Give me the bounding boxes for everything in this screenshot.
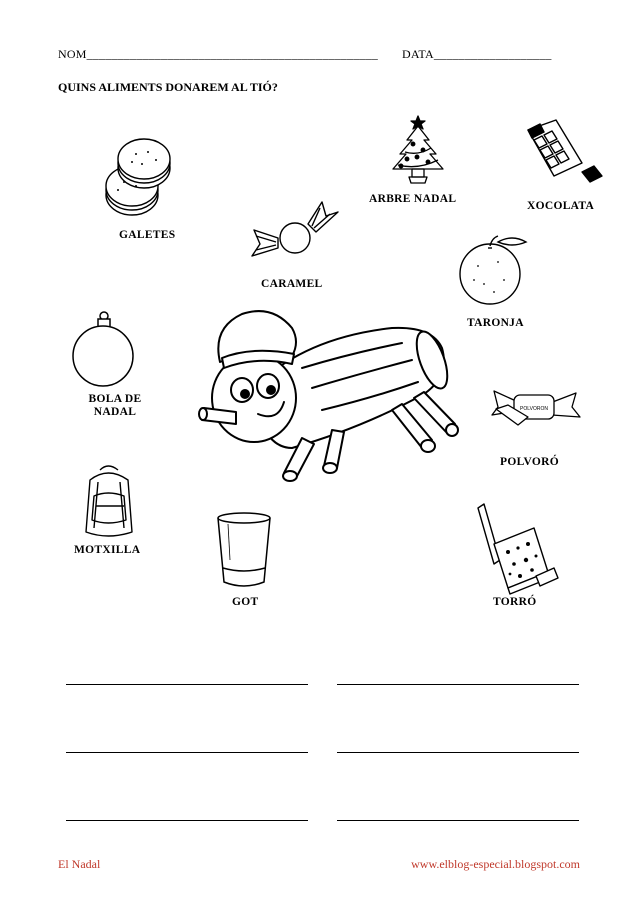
polvoron-icon bbox=[488, 385, 583, 435]
footer-link[interactable]: www.elblog-especial.blogspot.com bbox=[411, 857, 580, 871]
date-field[interactable]: DATA___________________ bbox=[402, 47, 552, 61]
worksheet-question: QUINS ALIMENTS DONAREM AL TIÓ? bbox=[58, 80, 278, 94]
answer-line[interactable] bbox=[66, 684, 308, 685]
label-motxilla: MOTXILLA bbox=[74, 544, 141, 556]
turron-icon bbox=[474, 504, 564, 592]
christmas-ball-icon bbox=[70, 308, 140, 388]
answer-line[interactable] bbox=[66, 820, 308, 821]
label-got: GOT bbox=[232, 596, 259, 608]
label-bola-de-nadal: BOLA DE NADAL bbox=[88, 393, 142, 418]
christmas-tree-icon bbox=[383, 112, 453, 187]
answer-line[interactable] bbox=[337, 820, 579, 821]
chocolate-icon bbox=[520, 118, 608, 193]
label-polvoro: POLVORÓ bbox=[500, 456, 559, 468]
label-arbre-nadal: ARBRE NADAL bbox=[369, 193, 457, 205]
svg-text:POLVORON: POLVORON bbox=[520, 406, 548, 412]
glass-icon bbox=[214, 510, 274, 590]
label-torro: TORRÓ bbox=[493, 596, 537, 608]
tio-de-nadal-icon bbox=[192, 298, 467, 493]
label-xocolata: XOCOLATA bbox=[527, 200, 595, 212]
backpack-icon bbox=[78, 462, 140, 540]
footer-left: El Nadal bbox=[58, 857, 101, 871]
label-caramel: CARAMEL bbox=[261, 278, 323, 290]
answer-line[interactable] bbox=[337, 752, 579, 753]
name-field[interactable]: NOM_______________________________________________ bbox=[58, 47, 379, 61]
label-galetes: GALETES bbox=[119, 229, 176, 241]
answer-line[interactable] bbox=[66, 752, 308, 753]
candy-icon bbox=[250, 196, 340, 268]
cookies-icon bbox=[98, 140, 178, 225]
label-taronja: TARONJA bbox=[467, 317, 524, 329]
answer-line[interactable] bbox=[337, 684, 579, 685]
